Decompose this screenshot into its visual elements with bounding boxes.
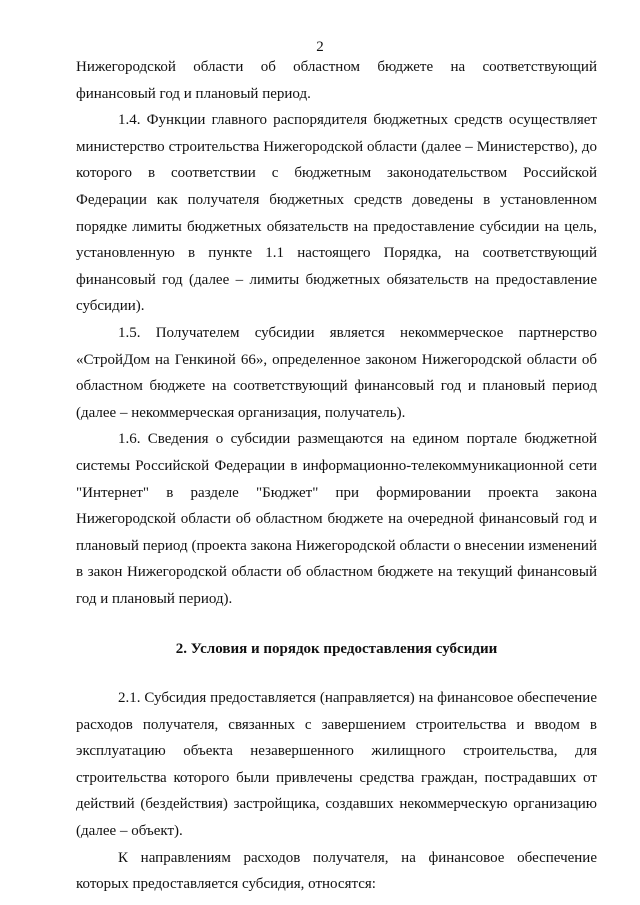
paragraph-1-6: 1.6. Сведения о субсидии размещаются на едином портале бюджетной системы Российской Федерации в информационно-телекоммуникационной сети "Интернет" в разделе "Бюджет" при формировании проекта закона Нижегородской области об областном бюджете на очередной финансовый год и плановый период (проекта закона Нижегородской области о внесении изменений в закон Нижегородской области об областном бюджете на текущий финансовый год и плановый период). [76, 431, 597, 607]
document-body [76, 54, 597, 898]
paragraph-1-5: 1.5. Получателем субсидии является некоммерческое партнерство «СтройДом на Генкиной 66», определенное законом Нижегородской области об областном бюджете на соответствующий финансовый год и плановый период (далее – некоммерческая организация, получатель). [76, 324, 597, 421]
page-number: 2 [316, 39, 324, 55]
paragraph-expense-directions: К направлениям расходов получателя, на финансовое обеспечение которых предоставляется субсидия, относятся: [76, 849, 597, 893]
paragraph-2-1: 2.1. Субсидия предоставляется (направляется) на финансовое обеспечение расходов получателя, связанных с завершением строительства и вводом в эксплуатацию объекта незавершенного жилищного строительства, для строительства которого были привлечены средства граждан, пострадавших от действий (бездействия) застройщика, создавших некоммерческую организацию (далее – объект). [76, 690, 597, 840]
section-heading: 2. Условия и порядок предоставления субсидии [175, 641, 498, 658]
paragraph-continuation: Нижегородской области об областном бюджете на соответствующий финансовый год и плановый период. [76, 59, 597, 102]
paragraph-1-4: 1.4. Функции главного распорядителя бюджетных средств осуществляет министерство строительства Нижегородской области (далее – Министерство), до которого в соответствии с бюджетным законодательством Российской Федерации как получателя бюджетных средств доведены в установленном порядке лимиты бюджетных обязательств на предоставление субсидии на цель, установленную в пункте 1.1 настоящего Порядка, на соответствующий финансовый год (далее – лимиты бюджетных обязательств на предоставление субсидии). [76, 112, 597, 315]
